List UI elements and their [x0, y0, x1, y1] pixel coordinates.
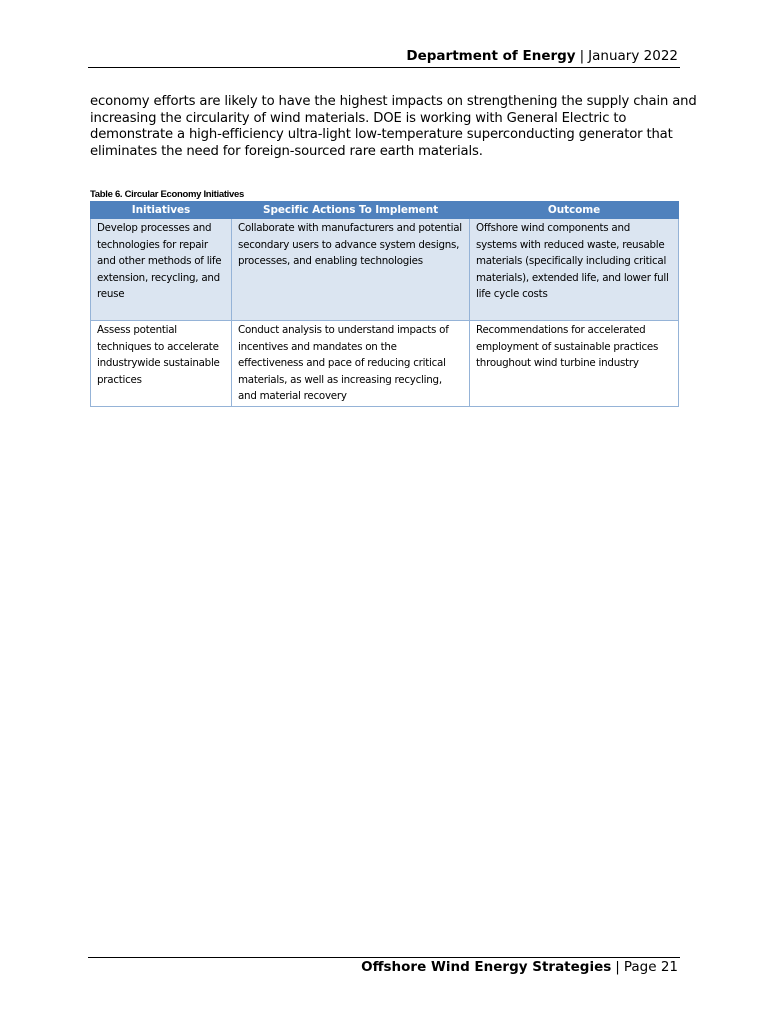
header-org: Department of Energy: [406, 48, 576, 64]
body-line: economy efforts are likely to have the highest impacts on strengthening the supply chain and: [90, 94, 697, 109]
cell-actions: Conduct analysis to understand impacts of incentives and mandates on the effectiveness and pace of reducing critical materials, as well as increasing recycling, and material recovery: [232, 321, 470, 407]
footer-separator: |: [615, 959, 620, 975]
body-paragraph: [90, 94, 697, 160]
cell-initiative: Develop processes and technologies for repair and other methods of life extension, recycling, and reuse: [91, 219, 232, 321]
cell-initiative: Assess potential techniques to accelerate industrywide sustainable practices: [91, 321, 232, 407]
page-footer: [361, 958, 678, 976]
header-separator: |: [579, 48, 585, 64]
page-number: Page 21: [623, 959, 678, 975]
column-header-outcome: Outcome: [470, 202, 679, 219]
table-row: [91, 321, 679, 407]
table-row: [91, 219, 679, 321]
page-header: [406, 47, 678, 65]
circular-economy-table: [90, 201, 679, 407]
cell-actions: Collaborate with manufacturers and potential secondary users to advance system designs, processes, and enabling technologies: [232, 219, 470, 321]
body-line: increasing the circularity of wind materials. DOE is working with General Electric to: [90, 110, 627, 126]
table-header-row: [91, 202, 679, 219]
column-header-initiatives: Initiatives: [91, 202, 232, 219]
body-line: demonstrate a high-efficiency ultra-light low-temperature superconducting generator that: [90, 127, 673, 143]
table-caption: Table 6. Circular Economy Initiatives: [90, 189, 244, 200]
header-rule: [88, 67, 680, 68]
column-header-actions: Specific Actions To Implement: [232, 202, 470, 219]
cell-outcome: Recommendations for accelerated employment of sustainable practices throughout wind turbine industry: [470, 321, 679, 407]
cell-outcome: Offshore wind components and systems with reduced waste, reusable materials (specifically including critical materials), extended life, and lower full life cycle costs: [470, 219, 679, 321]
footer-title: Offshore Wind Energy Strategies: [361, 959, 612, 975]
body-line: eliminates the need for foreign-sourced rare earth materials.: [90, 143, 483, 159]
header-date: January 2022: [588, 48, 678, 64]
